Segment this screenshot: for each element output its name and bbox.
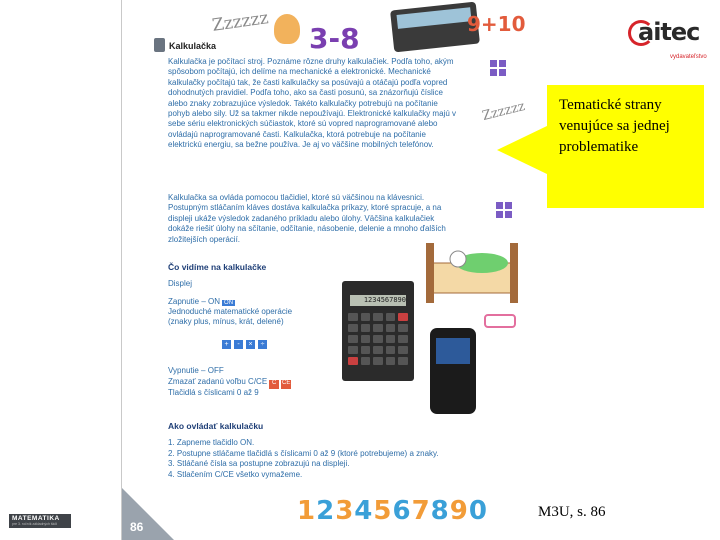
- controls-paragraph: Kalkulačka sa ovláda pomocou tlačidiel, ktoré sú väčšinou na klávesnici. Postupným stláčaním kláves dostáva kalkulačka príkazy, ktoré spracuje, a na displeji ukáže výsledok zadaného príkladu alebo úlohy. Väčšina kalkulačiek dokáže riešiť úlohy na sčítanie, odčítanie, násobenie, delenie a mnoho ďalších zložitejších operácií.: [168, 193, 446, 244]
- ops-label-1: Jednoduché matematické operácie: [168, 307, 293, 316]
- step-3: 3. Stláčané čísla sa postupne zobrazujú na displeji.: [168, 459, 350, 468]
- glasses-illustration: [484, 314, 516, 328]
- minus-key: -: [234, 340, 243, 349]
- bed-illustration: [422, 233, 522, 307]
- times-key: ×: [246, 340, 255, 349]
- callout-text: Tematické strany venujúce sa jednej problematike: [559, 97, 670, 155]
- window-ornament-icon: [490, 60, 506, 76]
- step-2: 2. Postupne stláčame tlačidlá s číslicami 0 až 9 (ktoré potrebujeme) a znaky.: [168, 448, 439, 458]
- off-label: Vypnutie – OFF: [168, 366, 224, 375]
- logo-text: aitec: [638, 18, 700, 46]
- callout-arrow: [497, 125, 549, 175]
- divide-key: ÷: [258, 340, 267, 349]
- page-number: 86: [130, 520, 144, 534]
- deco-math-text-2: 9+10: [467, 12, 526, 36]
- phone-illustration: [430, 328, 476, 414]
- display-label: Displej: [168, 279, 193, 288]
- badge-title: MATEMATIKA: [12, 515, 60, 522]
- zzz-decoration-2: Zzzzzz: [480, 98, 527, 125]
- section-title: Kalkulačka: [169, 41, 217, 51]
- footer-digits: 1234567890: [297, 496, 488, 526]
- logo-subtitle: vydavateľstvo: [670, 54, 707, 60]
- step-1: 1. Zapneme tlačidlo ON.: [168, 438, 255, 447]
- textbook-page: [121, 0, 527, 540]
- clear-label: Zmazať zadanú voľbu C/CE C CE: [168, 377, 291, 389]
- heading-how-to: Ako ovládať kalkulačku: [168, 421, 264, 431]
- zzz-decoration: Zzzzzz: [210, 8, 270, 36]
- step-4: 4. Stlačením C/CE všetko vymažeme.: [168, 469, 303, 479]
- plus-key: +: [222, 340, 231, 349]
- ce-key: CE: [281, 380, 291, 389]
- operation-keys: [222, 333, 270, 351]
- calculator-icon: [154, 38, 165, 52]
- callout-bubble: [497, 85, 704, 208]
- deco-math-text: 3-8: [309, 22, 360, 55]
- page-reference: M3U, s. 86: [538, 504, 606, 520]
- calculator-illustration: [342, 281, 414, 381]
- child-illustration: [274, 14, 300, 44]
- calculator-display: 1234567890: [350, 295, 406, 306]
- ops-label-2: (znaky plus, mínus, krát, delené): [168, 317, 284, 326]
- steps-list: [168, 438, 439, 480]
- digits-label: Tlačidlá s číslicami 0 až 9: [168, 388, 259, 397]
- heading-what-we-see: Čo vidíme na kalkulačke: [168, 262, 267, 272]
- on-key: ON: [224, 300, 234, 306]
- intro-paragraph: Kalkulačka je počítací stroj. Poznáme rôzne druhy kalkulačiek. Podľa toho, akým spôsobom počítajú, ich delíme na mechanické a elektronické. Mechanické kalkulačky počítajú tak, že časti kalkulačky sa posúvajú a otáčajú podľa vopred dohodnutých pravidiel. Podľa toho, ako sa časti posunú, sa znázorňujú číslice alebo znaky zobrazujúce výsledok. Takéto kalkulačky potrebujú na počítanie pohyb alebo sily. Už sa takmer nikde nepoužívajú. Elektronické kalkulačky majú v sebe sériu elektronických súčiastok, ktoré sú vopred naprogramované alebo ovládajú naprogramované časti. Kalkulačka, ktorá potrebuje na počítanie elektrickú energiu, sa bežne používa. Je aj vo väčšine mobilných telefónov.: [168, 57, 456, 150]
- c-key: C: [269, 380, 279, 389]
- badge-subtitle: pre 3. ročník základných škôl: [12, 522, 58, 526]
- aitec-logo: [624, 16, 712, 66]
- on-label: Zapnutie – ON ON: [168, 297, 234, 306]
- matematika-badge: [9, 514, 71, 528]
